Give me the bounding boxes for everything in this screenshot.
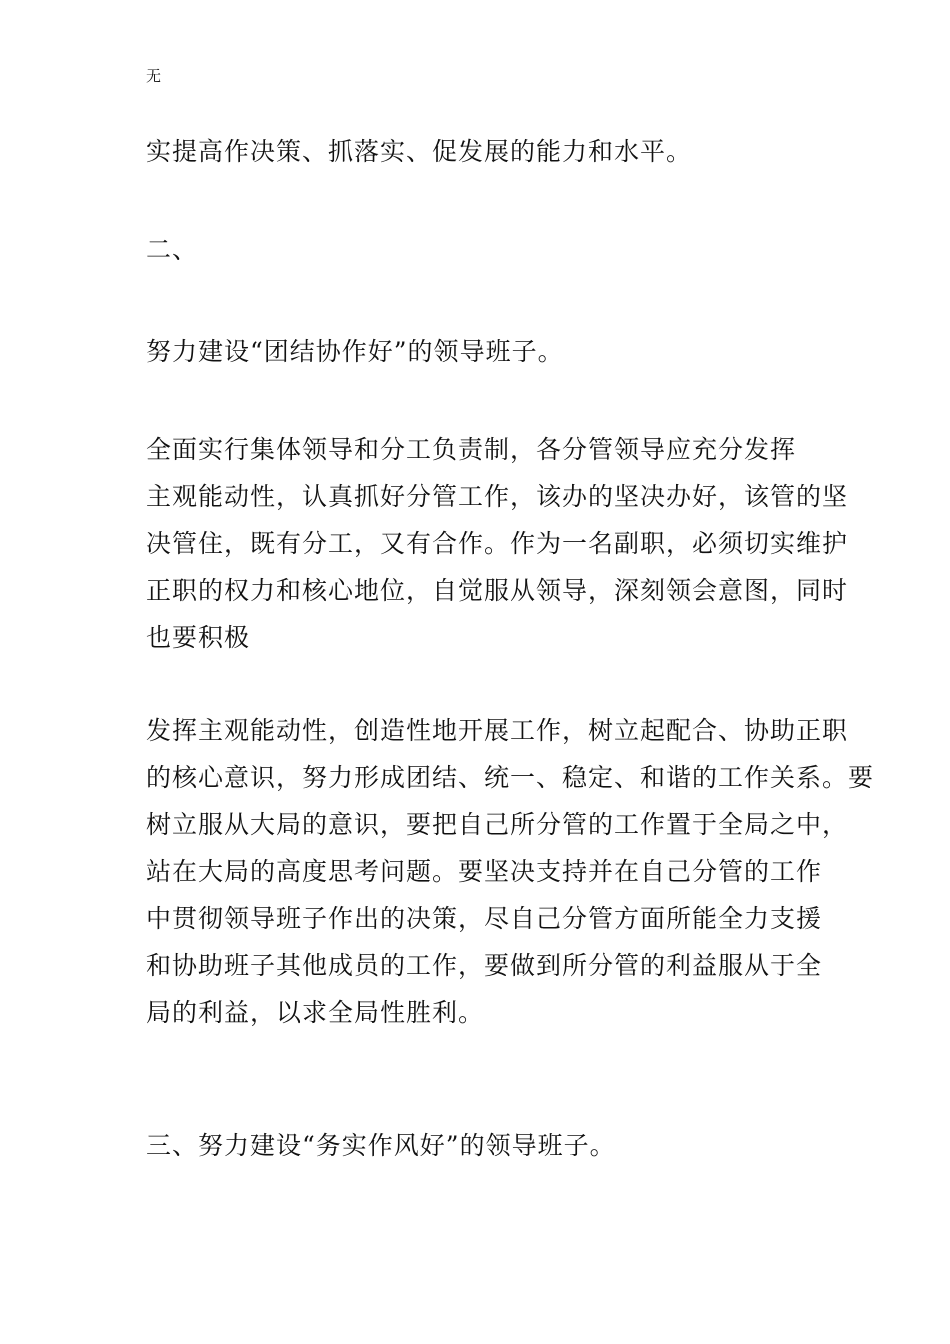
paragraph-5 xyxy=(146,707,875,1036)
text-line: 主观能动性，认真抓好分管工作，该办的坚决办好，该管的坚 xyxy=(146,482,849,511)
header-mark: 无 xyxy=(146,67,162,85)
text-line: 决管住，既有分工，又有合作。作为一名副职，必须切实维护 xyxy=(146,529,849,558)
paragraph-4 xyxy=(146,426,849,661)
text-line: 树立服从大局的意识，要把自己所分管的工作置于全局之中， xyxy=(146,810,849,839)
text-line: 实提高作决策、抓落实、促发展的能力和水平。 xyxy=(146,137,693,166)
section-number-two xyxy=(146,226,816,273)
text-line: 站在大局的高度思考问题。要坚决支持并在自己分管的工作 xyxy=(146,857,823,886)
section-heading-two xyxy=(146,328,816,375)
text-line: 局的利益，以求全局性胜利。 xyxy=(146,998,485,1027)
text-line: 的核心意识，努力形成团结、统一、稳定、和谐的工作关系。要 xyxy=(146,763,875,792)
paragraph-1 xyxy=(146,128,816,175)
text-line: 发挥主观能动性，创造性地开展工作，树立起配合、协助正职 xyxy=(146,716,849,745)
text-line: 全面实行集体领导和分工负责制，各分管领导应充分发挥 xyxy=(146,435,797,464)
text-line: 和协助班子其他成员的工作，要做到所分管的利益服从于全 xyxy=(146,951,823,980)
text-line: 努力建设“团结协作好”的领导班子。 xyxy=(146,337,564,366)
text-line: 也要积极 xyxy=(146,623,251,652)
section-heading-three xyxy=(146,1122,816,1169)
text-line: 中贯彻领导班子作出的决策，尽自己分管方面所能全力支援 xyxy=(146,904,823,933)
text-line: 二、 xyxy=(146,235,199,264)
text-line: 正职的权力和核心地位，自觉服从领导，深刻领会意图，同时 xyxy=(146,576,849,605)
text-line: 三、努力建设“务实作风好”的领导班子。 xyxy=(146,1131,616,1160)
